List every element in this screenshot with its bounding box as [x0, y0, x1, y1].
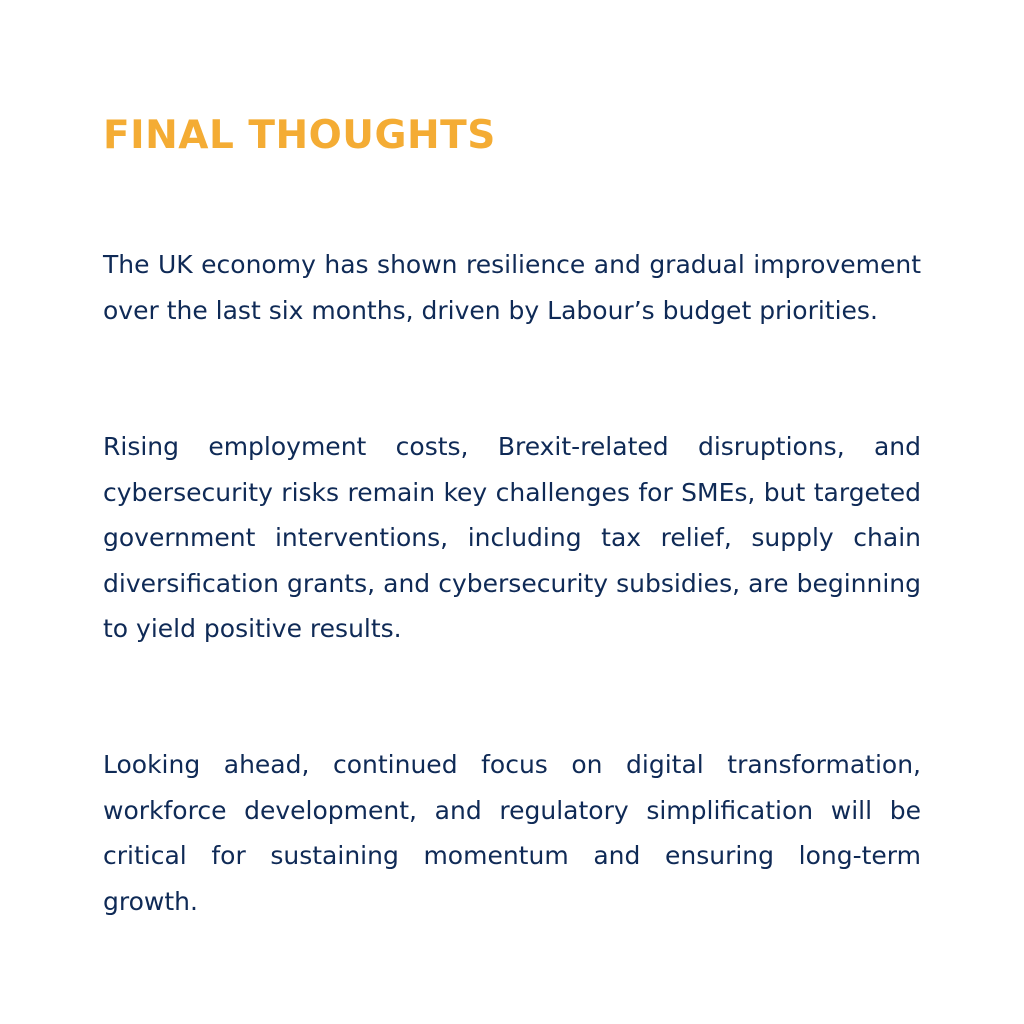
final-thoughts-page: [103, 0, 921, 1024]
paragraph-economy-resilience: The UK economy has shown resilience and gradual improvement over the last six months, driven by Labour’s budget priorities.: [103, 250, 921, 325]
paragraph-looking-ahead: Looking ahead, continued focus on digital transformation, workforce development, and regulatory simplification will be critical for sustaining momentum and ensuring long-term growth.: [103, 750, 921, 916]
page-title: FINAL THOUGHTS: [103, 113, 496, 158]
paragraph-sme-challenges: Rising employment costs, Brexit-related disruptions, and cybersecurity risks remain key challenges for SMEs, but targeted government interventions, including tax relief, supply chain diversification grants, and cybersecurity subsidies, are beginning to yield positive results.: [103, 432, 921, 643]
